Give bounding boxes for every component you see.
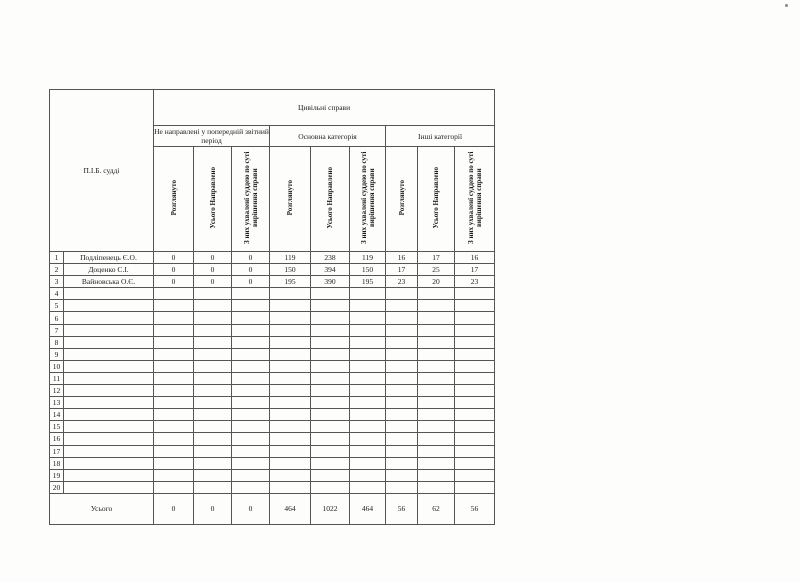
table-cell: 0 <box>232 252 270 264</box>
table-cell <box>418 445 455 457</box>
table-cell <box>350 481 386 493</box>
table-cell: 238 <box>311 252 350 264</box>
table-cell <box>386 421 418 433</box>
table-cell <box>311 433 350 445</box>
table-cell <box>232 300 270 312</box>
table-cell: 0 <box>194 276 232 288</box>
table-row <box>50 457 495 469</box>
judge-name <box>64 336 154 348</box>
table-cell <box>154 457 194 469</box>
table-cell <box>418 288 455 300</box>
table-cell <box>311 421 350 433</box>
table-cell: 0 <box>232 276 270 288</box>
table-cell <box>386 481 418 493</box>
table-cell <box>154 312 194 324</box>
table-cell <box>154 372 194 384</box>
column-header <box>154 147 194 252</box>
table-cell <box>194 481 232 493</box>
table-cell <box>386 409 418 421</box>
table-cell <box>350 372 386 384</box>
table-cell <box>418 397 455 409</box>
table-cell: 150 <box>350 264 386 276</box>
table-cell: 23 <box>386 276 418 288</box>
column-header <box>194 147 232 252</box>
table-cell <box>311 385 350 397</box>
table-cell <box>350 348 386 360</box>
column-header <box>455 147 495 252</box>
table-cell <box>232 372 270 384</box>
table-cell <box>455 481 495 493</box>
table-cell <box>154 360 194 372</box>
table-cell: 119 <box>350 252 386 264</box>
column-header <box>270 147 311 252</box>
table-cell <box>270 324 311 336</box>
table-cell: 16 <box>455 252 495 264</box>
table-cell <box>455 312 495 324</box>
table-cell <box>418 336 455 348</box>
table-row <box>50 469 495 481</box>
table-row <box>50 348 495 360</box>
table-cell <box>418 457 455 469</box>
column-header-label: Розглянуто <box>169 180 178 216</box>
table-cell <box>194 348 232 360</box>
judge-name <box>64 421 154 433</box>
table-cell: 0 <box>232 264 270 276</box>
table-cell <box>455 336 495 348</box>
table-cell <box>418 360 455 372</box>
table-cell <box>194 445 232 457</box>
judge-name: Доценко С.І. <box>64 264 154 276</box>
table-cell <box>386 348 418 360</box>
column-header-label: Розглянуто <box>397 180 406 216</box>
column-header-label: З них ухвалені суддею по суті вирішення справи <box>359 151 376 245</box>
table-cell <box>311 300 350 312</box>
total-cell: 56 <box>455 493 495 524</box>
table-cell <box>418 433 455 445</box>
row-number: 5 <box>50 300 64 312</box>
column-header-label: Усього Направлено <box>326 167 335 229</box>
table-cell <box>270 433 311 445</box>
table-cell: 17 <box>455 264 495 276</box>
table-cell <box>154 300 194 312</box>
table-cell <box>154 421 194 433</box>
table-cell <box>311 288 350 300</box>
total-cell: 0 <box>154 493 194 524</box>
table-cell <box>194 433 232 445</box>
civil-cases-header: Цивільні справи <box>154 90 495 126</box>
table-row <box>50 360 495 372</box>
table-cell <box>311 445 350 457</box>
table-cell <box>350 324 386 336</box>
table-cell <box>270 372 311 384</box>
table-cell <box>418 312 455 324</box>
table-cell <box>386 324 418 336</box>
table-row <box>50 336 495 348</box>
table-cell <box>311 324 350 336</box>
column-header <box>232 147 270 252</box>
total-cell: 464 <box>350 493 386 524</box>
table-cell <box>350 469 386 481</box>
total-cell: 1022 <box>311 493 350 524</box>
group-header-previous-period: Не направлені у попередній звітний період <box>154 127 269 145</box>
judge-name <box>64 385 154 397</box>
table-cell <box>418 481 455 493</box>
table-cell <box>455 372 495 384</box>
table-row <box>50 324 495 336</box>
table-cell <box>386 445 418 457</box>
judge-name <box>64 409 154 421</box>
table-cell: 394 <box>311 264 350 276</box>
table-cell <box>232 457 270 469</box>
table-cell <box>154 324 194 336</box>
table-cell <box>232 324 270 336</box>
table-cell <box>455 457 495 469</box>
table-cell: 23 <box>455 276 495 288</box>
table-cell <box>386 433 418 445</box>
table-cell <box>386 300 418 312</box>
table-row <box>50 397 495 409</box>
table-cell <box>194 288 232 300</box>
table-row <box>50 409 495 421</box>
table-cell <box>270 421 311 433</box>
table-cell <box>455 348 495 360</box>
row-number: 17 <box>50 445 64 457</box>
column-header-label: Усього Направлено <box>208 167 217 229</box>
table-cell <box>455 433 495 445</box>
column-header <box>311 147 350 252</box>
row-number: 18 <box>50 457 64 469</box>
judge-name <box>64 312 154 324</box>
table-cell <box>418 409 455 421</box>
table-cell <box>350 360 386 372</box>
row-number: 6 <box>50 312 64 324</box>
row-number: 4 <box>50 288 64 300</box>
table-cell <box>232 360 270 372</box>
table-cell <box>154 348 194 360</box>
row-number: 8 <box>50 336 64 348</box>
table-cell <box>232 445 270 457</box>
table-cell <box>270 312 311 324</box>
table-row <box>50 264 495 276</box>
table-row <box>50 421 495 433</box>
total-row <box>50 493 495 524</box>
column-header <box>418 147 455 252</box>
table-cell <box>194 336 232 348</box>
table-cell <box>154 397 194 409</box>
row-number: 7 <box>50 324 64 336</box>
table-cell <box>270 336 311 348</box>
table-cell <box>154 469 194 481</box>
judge-name <box>64 397 154 409</box>
table-cell <box>194 457 232 469</box>
row-number: 2 <box>50 264 64 276</box>
judge-name <box>64 457 154 469</box>
table-cell <box>270 300 311 312</box>
table-cell <box>350 409 386 421</box>
table-row <box>50 300 495 312</box>
table-cell: 119 <box>270 252 311 264</box>
row-number: 15 <box>50 421 64 433</box>
row-number: 16 <box>50 433 64 445</box>
table-cell <box>455 300 495 312</box>
judge-name <box>64 372 154 384</box>
table-cell: 0 <box>154 264 194 276</box>
table-cell <box>350 445 386 457</box>
table-cell: 0 <box>194 252 232 264</box>
total-cell: 56 <box>386 493 418 524</box>
table-cell <box>194 312 232 324</box>
table-cell <box>194 421 232 433</box>
table-cell <box>386 336 418 348</box>
table-cell <box>311 457 350 469</box>
table-cell <box>455 288 495 300</box>
table-cell <box>350 421 386 433</box>
table-cell <box>270 445 311 457</box>
table-cell <box>232 481 270 493</box>
table-cell <box>311 397 350 409</box>
table-cell <box>418 300 455 312</box>
table-cell <box>455 360 495 372</box>
table-cell <box>386 372 418 384</box>
table-cell <box>270 481 311 493</box>
table-cell: 150 <box>270 264 311 276</box>
table-cell <box>418 372 455 384</box>
table-cell <box>194 372 232 384</box>
judge-name <box>64 445 154 457</box>
row-number: 3 <box>50 276 64 288</box>
judge-name <box>64 324 154 336</box>
table-cell <box>418 348 455 360</box>
table-cell <box>455 397 495 409</box>
table-cell: 195 <box>270 276 311 288</box>
total-cell: 0 <box>232 493 270 524</box>
table-cell <box>154 288 194 300</box>
table-cell <box>455 409 495 421</box>
table-cell <box>311 372 350 384</box>
total-label: Усього <box>50 493 154 524</box>
table-cell <box>386 385 418 397</box>
table-cell <box>232 433 270 445</box>
table-row <box>50 445 495 457</box>
table-cell <box>386 288 418 300</box>
table-cell <box>350 336 386 348</box>
row-number: 11 <box>50 372 64 384</box>
row-number: 1 <box>50 252 64 264</box>
table-cell <box>455 324 495 336</box>
table-row <box>50 372 495 384</box>
judge-name: Вайновська О.Є. <box>64 276 154 288</box>
table-cell <box>455 469 495 481</box>
table-row <box>50 385 495 397</box>
table-cell: 17 <box>418 252 455 264</box>
row-number: 12 <box>50 385 64 397</box>
table-cell <box>386 397 418 409</box>
table-cell: 25 <box>418 264 455 276</box>
column-header <box>386 147 418 252</box>
table-cell <box>232 385 270 397</box>
table-cell <box>232 336 270 348</box>
table-row <box>50 481 495 493</box>
table-cell <box>386 312 418 324</box>
table-cell <box>154 385 194 397</box>
table-cell <box>270 397 311 409</box>
table-cell <box>194 360 232 372</box>
table-cell: 16 <box>386 252 418 264</box>
table-cell <box>194 385 232 397</box>
judge-name <box>64 481 154 493</box>
table-cell <box>350 397 386 409</box>
table-cell <box>270 409 311 421</box>
table-cell <box>455 421 495 433</box>
total-cell: 62 <box>418 493 455 524</box>
table-cell <box>311 360 350 372</box>
table-cell: 195 <box>350 276 386 288</box>
table-cell <box>350 385 386 397</box>
table-cell <box>232 469 270 481</box>
total-cell: 464 <box>270 493 311 524</box>
table-cell <box>311 469 350 481</box>
judge-name <box>64 300 154 312</box>
table-cell: 17 <box>386 264 418 276</box>
table-cell <box>311 336 350 348</box>
table-cell <box>455 385 495 397</box>
table-cell <box>311 312 350 324</box>
table-cell: 0 <box>154 276 194 288</box>
table-cell <box>154 409 194 421</box>
judge-name <box>64 360 154 372</box>
table-cell <box>350 312 386 324</box>
row-number: 9 <box>50 348 64 360</box>
table-cell: 390 <box>311 276 350 288</box>
table-cell <box>350 433 386 445</box>
table-cell: 0 <box>154 252 194 264</box>
table-cell <box>154 433 194 445</box>
table-cell <box>232 288 270 300</box>
table-cell <box>386 360 418 372</box>
civil-cases-table <box>49 89 495 525</box>
table-cell <box>194 300 232 312</box>
row-number: 14 <box>50 409 64 421</box>
group-header-main-category: Основна категорія <box>270 126 386 147</box>
table-cell <box>154 336 194 348</box>
table-cell <box>154 445 194 457</box>
column-header-label: З них ухвалені суддею по суті вирішення справи <box>242 151 259 245</box>
table-cell <box>418 421 455 433</box>
column-header-label: Розглянуто <box>286 180 295 216</box>
table-cell <box>350 300 386 312</box>
table-cell <box>270 385 311 397</box>
table-cell <box>194 324 232 336</box>
judge-name-header: П.І.Б. судді <box>50 90 154 252</box>
table-cell: 0 <box>194 264 232 276</box>
column-header <box>350 147 386 252</box>
judge-name <box>64 433 154 445</box>
row-number: 19 <box>50 469 64 481</box>
table-cell <box>232 421 270 433</box>
table-row <box>50 433 495 445</box>
scan-dot <box>785 4 788 7</box>
table-cell <box>194 409 232 421</box>
judge-name <box>64 348 154 360</box>
table-cell <box>418 469 455 481</box>
table-cell <box>232 397 270 409</box>
table-row <box>50 252 495 264</box>
table-cell <box>270 288 311 300</box>
column-header-label: Усього Направлено <box>432 167 441 229</box>
table-cell <box>194 469 232 481</box>
table-cell <box>232 409 270 421</box>
table-cell <box>386 469 418 481</box>
table-cell <box>350 288 386 300</box>
row-number: 10 <box>50 360 64 372</box>
table-cell <box>418 385 455 397</box>
row-number: 13 <box>50 397 64 409</box>
judge-name <box>64 469 154 481</box>
table-cell <box>154 481 194 493</box>
column-header-label: З них ухвалені суддею по суті вирішення справи <box>466 151 483 245</box>
table-cell <box>270 348 311 360</box>
table-cell <box>311 348 350 360</box>
table-cell <box>311 481 350 493</box>
table-cell <box>270 457 311 469</box>
table-row <box>50 312 495 324</box>
table-cell: 20 <box>418 276 455 288</box>
judge-name <box>64 288 154 300</box>
table-row <box>50 276 495 288</box>
group-header-other-categories: Інші категорії <box>386 126 495 147</box>
table-cell <box>386 457 418 469</box>
table-row <box>50 288 495 300</box>
table-cell <box>455 445 495 457</box>
table-cell <box>194 397 232 409</box>
row-number: 20 <box>50 481 64 493</box>
table-cell <box>311 409 350 421</box>
judge-name: Подліпенець Є.О. <box>64 252 154 264</box>
table-cell <box>270 469 311 481</box>
total-cell: 0 <box>194 493 232 524</box>
table-cell <box>232 312 270 324</box>
table-cell <box>418 324 455 336</box>
table-cell <box>350 457 386 469</box>
table-cell <box>232 348 270 360</box>
table-cell <box>270 360 311 372</box>
